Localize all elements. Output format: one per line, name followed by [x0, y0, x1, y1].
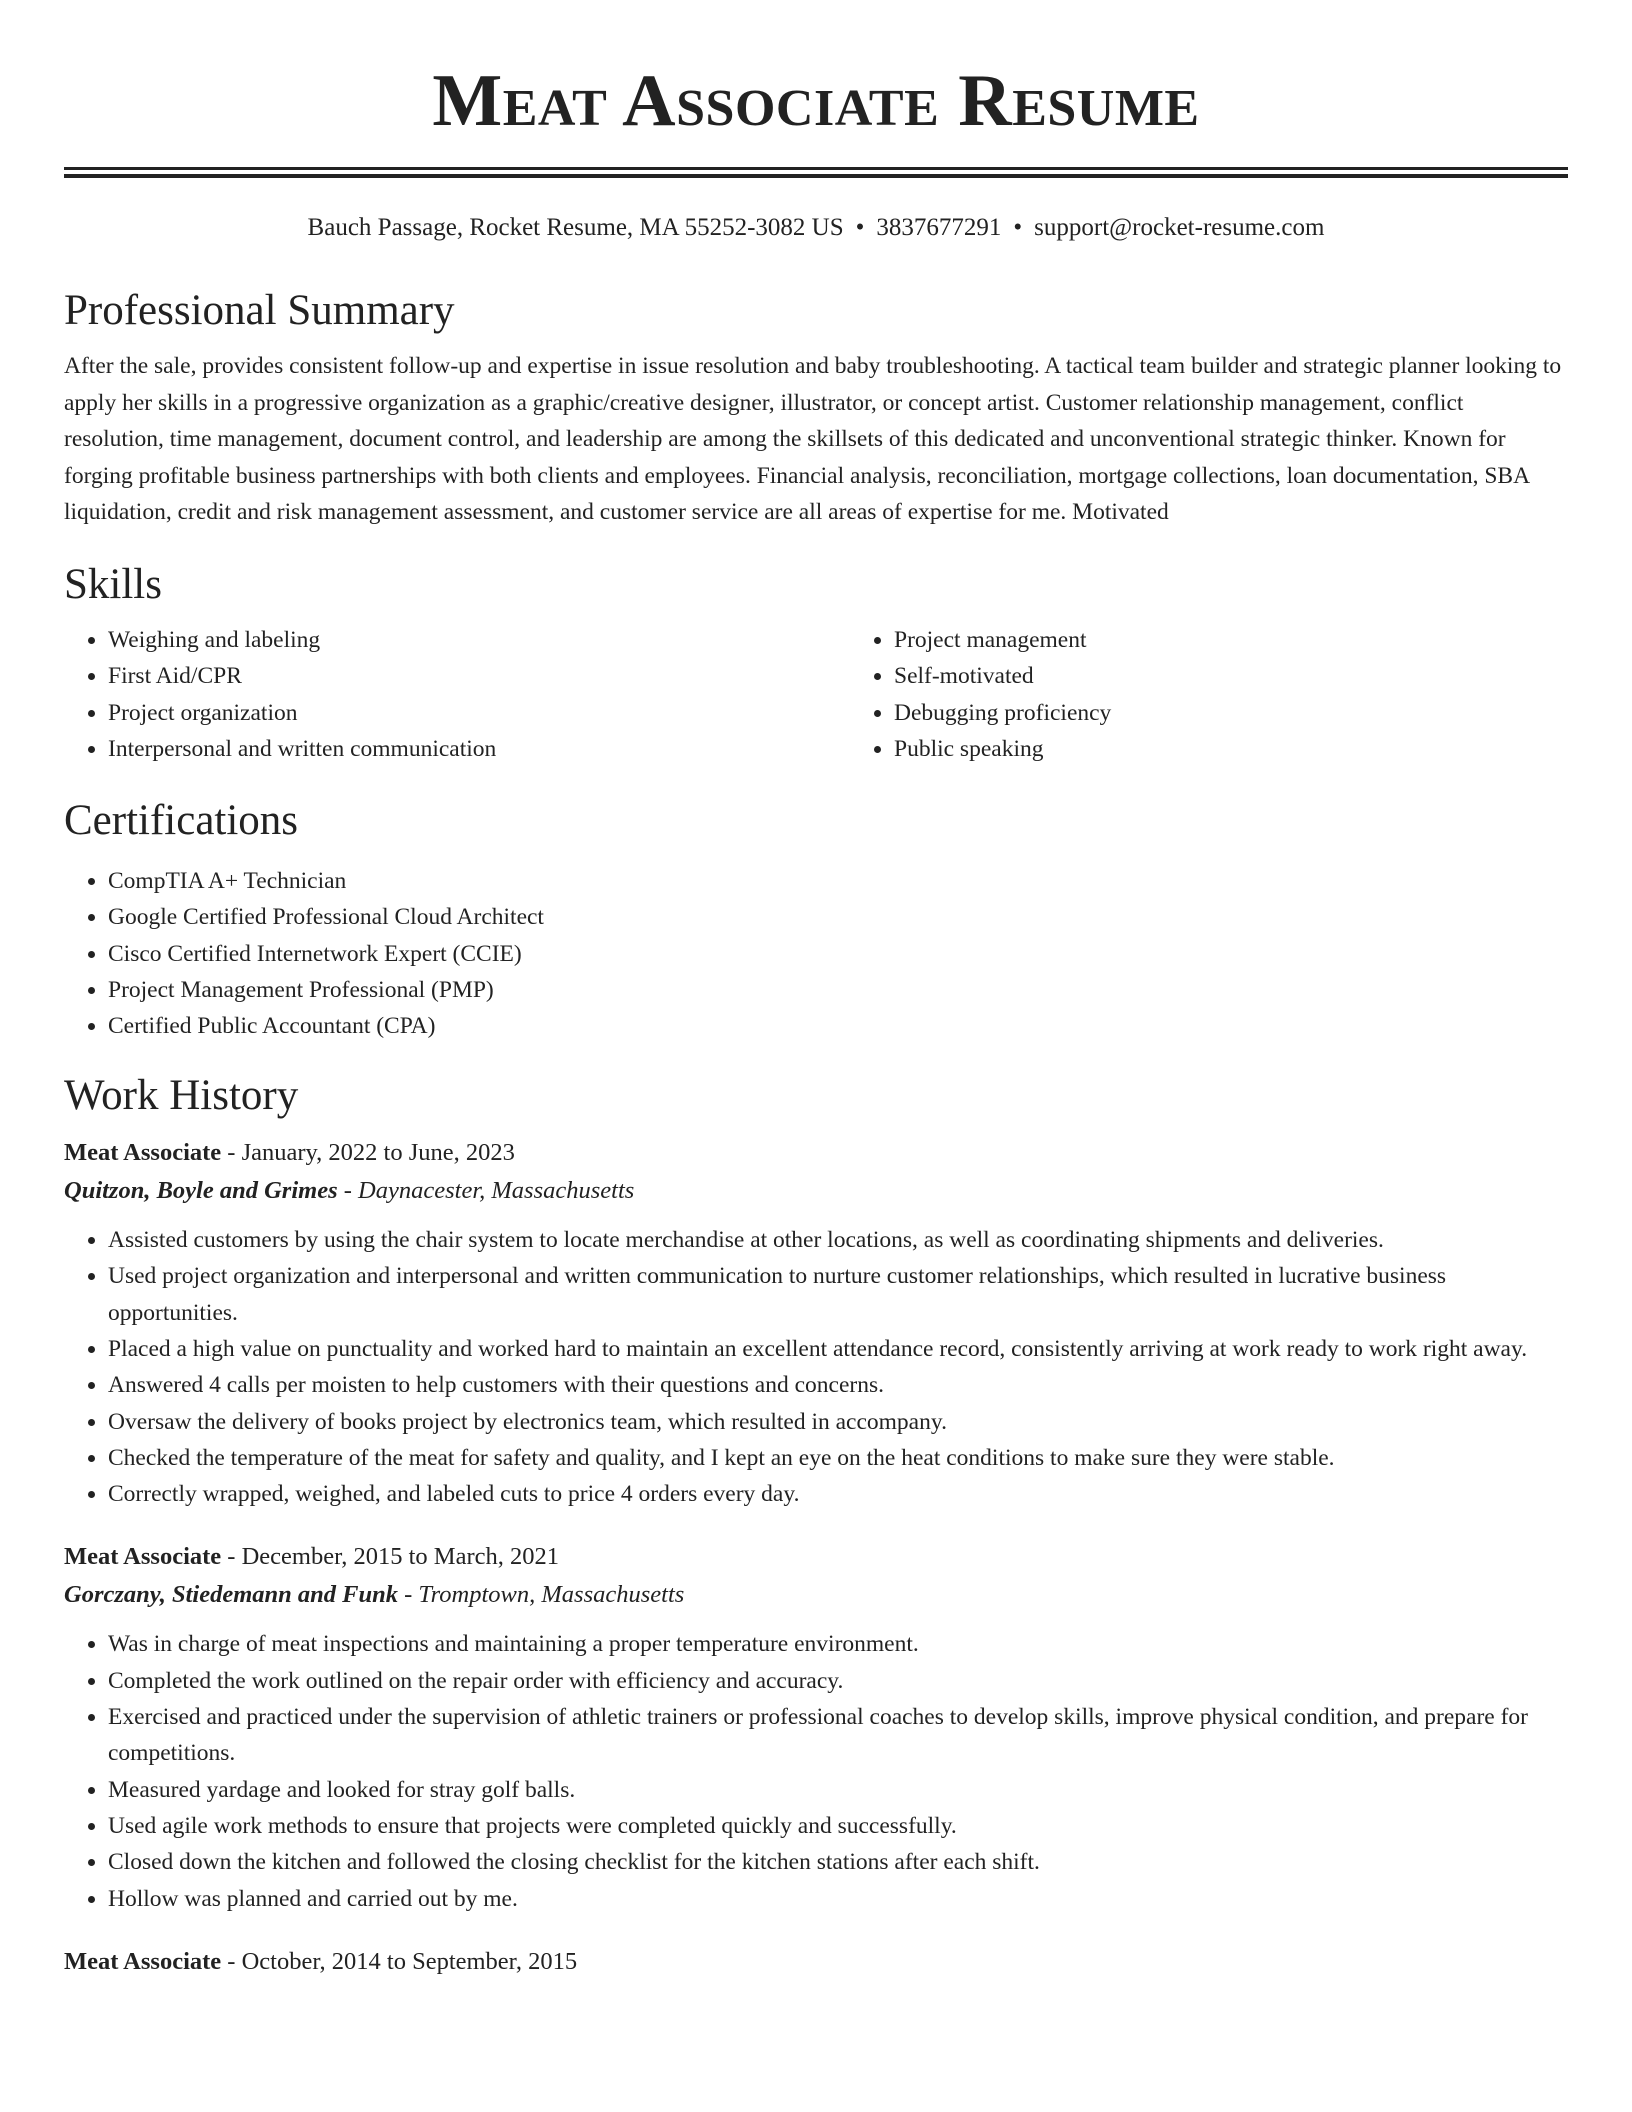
job-dates: - December, 2015 to March, 2021: [221, 1543, 560, 1571]
certification-item: • Project Management Professional (PMP): [108, 972, 1568, 1008]
certifications-heading: Certifications: [64, 797, 299, 845]
job-duty: • Placed a high value on punctuality and worked hard to maintain an excellent attendance record, consistently arriving at work ready to work right away.: [108, 1331, 1568, 1367]
job-entry: [64, 1134, 1568, 1512]
skills-list-left: [64, 622, 850, 767]
certifications-list: [64, 863, 1568, 1044]
summary-heading: Professional Summary: [64, 286, 455, 334]
job-dates: - January, 2022 to June, 2023: [221, 1139, 515, 1167]
contact-separator: •: [855, 214, 865, 241]
job-duties-list: [64, 1222, 1568, 1512]
skills-columns: [64, 622, 1568, 767]
skills-list-right: [850, 622, 1632, 767]
job-duty: • Exercised and practiced under the supervision of athletic trainers or professional coaches to develop skills, improve physical condition, and prepare for competitions.: [108, 1699, 1568, 1772]
contact-phone: 3837677291: [876, 214, 1002, 241]
skill-item: • Weighing and labeling: [108, 622, 850, 658]
job-header: [64, 1538, 1568, 1576]
job-duty: • Checked the temperature of the meat for safety and quality, and I kept an eye on the heat conditions to make sure they were stable.: [108, 1440, 1568, 1476]
skill-item: • Project organization: [108, 695, 850, 731]
job-title: Meat Associate: [64, 1947, 222, 1975]
job-company: Gorczany, Stiedemann and Funk: [64, 1581, 398, 1609]
job-duty: • Closed down the kitchen and followed the closing checklist for the kitchen stations after each shift.: [108, 1844, 1568, 1880]
contact-address: Bauch Passage, Rocket Resume, MA 55252-3082 US: [307, 214, 844, 241]
job-employer: [64, 1172, 1568, 1210]
certification-item: • Certified Public Accountant (CPA): [108, 1008, 1568, 1044]
skill-item: • Project management: [894, 622, 1632, 658]
job-header: [64, 1943, 1568, 1981]
summary-text: After the sale, provides consistent follow-up and expertise in issue resolution and baby troubleshooting. A tactical team builder and strategic planner looking to apply her skills in a progressive organization as a graphic/creative designer, illustrator, or concept artist. Customer relationship management, conflict resolution, time management, document control, and leadership are among the skillsets of this dedicated and unconventional strategic thinker. Known for forging profitable business partnerships with both clients and employees. Financial analysis, reconciliation, mortgage collections, loan documentation, SBA liquidation, credit and risk management assessment, and customer service are all areas of expertise for me. Motivated: [64, 353, 1562, 526]
skill-item: • Interpersonal and written communication: [108, 731, 850, 767]
job-dates: - October, 2014 to September, 2015: [221, 1947, 578, 1975]
job-duty: • Used agile work methods to ensure that projects were completed quickly and successfully.: [108, 1808, 1568, 1844]
job-title: Meat Associate: [64, 1139, 222, 1167]
job-entry: [64, 1538, 1568, 1916]
skill-item: • First Aid/CPR: [108, 658, 850, 694]
job-duty: • Oversaw the delivery of books project by electronics team, which resulted in accompany.: [108, 1404, 1568, 1440]
job-location: - Daynacester, Massachusetts: [337, 1177, 635, 1205]
certification-item: • Google Certified Professional Cloud Architect: [108, 899, 1568, 935]
page-title: Meat Associate Resume: [432, 60, 1200, 142]
skill-item: • Self-motivated: [894, 658, 1632, 694]
job-header: [64, 1134, 1568, 1172]
job-employer: [64, 1576, 1568, 1614]
skill-item: • Debugging proficiency: [894, 695, 1632, 731]
job-entry: [64, 1943, 1568, 1981]
job-duties-list: [64, 1626, 1568, 1916]
job-duty: • Answered 4 calls per moisten to help customers with their questions and concerns.: [108, 1367, 1568, 1403]
job-duty: • Assisted customers by using the chair system to locate merchandise at other locations, as well as coordinating shipments and deliveries.: [108, 1222, 1568, 1258]
certification-item: • Cisco Certified Internetwork Expert (CCIE): [108, 936, 1568, 972]
job-duty: • Correctly wrapped, weighed, and labeled cuts to price 4 orders every day.: [108, 1476, 1568, 1512]
job-location: - Tromptown, Massachusetts: [398, 1581, 685, 1609]
skill-item: • Public speaking: [894, 731, 1632, 767]
title-divider: [64, 167, 1568, 178]
job-title: Meat Associate: [64, 1543, 222, 1571]
job-duty: • Completed the work outlined on the repair order with efficiency and accuracy.: [108, 1663, 1568, 1699]
contact-email: support@rocket-resume.com: [1034, 214, 1325, 241]
job-duty: • Used project organization and interpersonal and written communication to nurture customer relationships, which resulted in lucrative business opportunities.: [108, 1258, 1568, 1331]
contact-separator: •: [1013, 214, 1023, 241]
job-duty: • Measured yardage and looked for stray golf balls.: [108, 1772, 1568, 1808]
job-duty: • Was in charge of meat inspections and maintaining a proper temperature environment.: [108, 1626, 1568, 1662]
work-history-heading: Work History: [64, 1072, 299, 1120]
job-duty: • Hollow was planned and carried out by me.: [108, 1881, 1568, 1917]
skills-heading: Skills: [64, 560, 162, 608]
contact-line: [64, 212, 1568, 245]
certification-item: • CompTIA A+ Technician: [108, 863, 1568, 899]
job-company: Quitzon, Boyle and Grimes: [64, 1177, 338, 1205]
